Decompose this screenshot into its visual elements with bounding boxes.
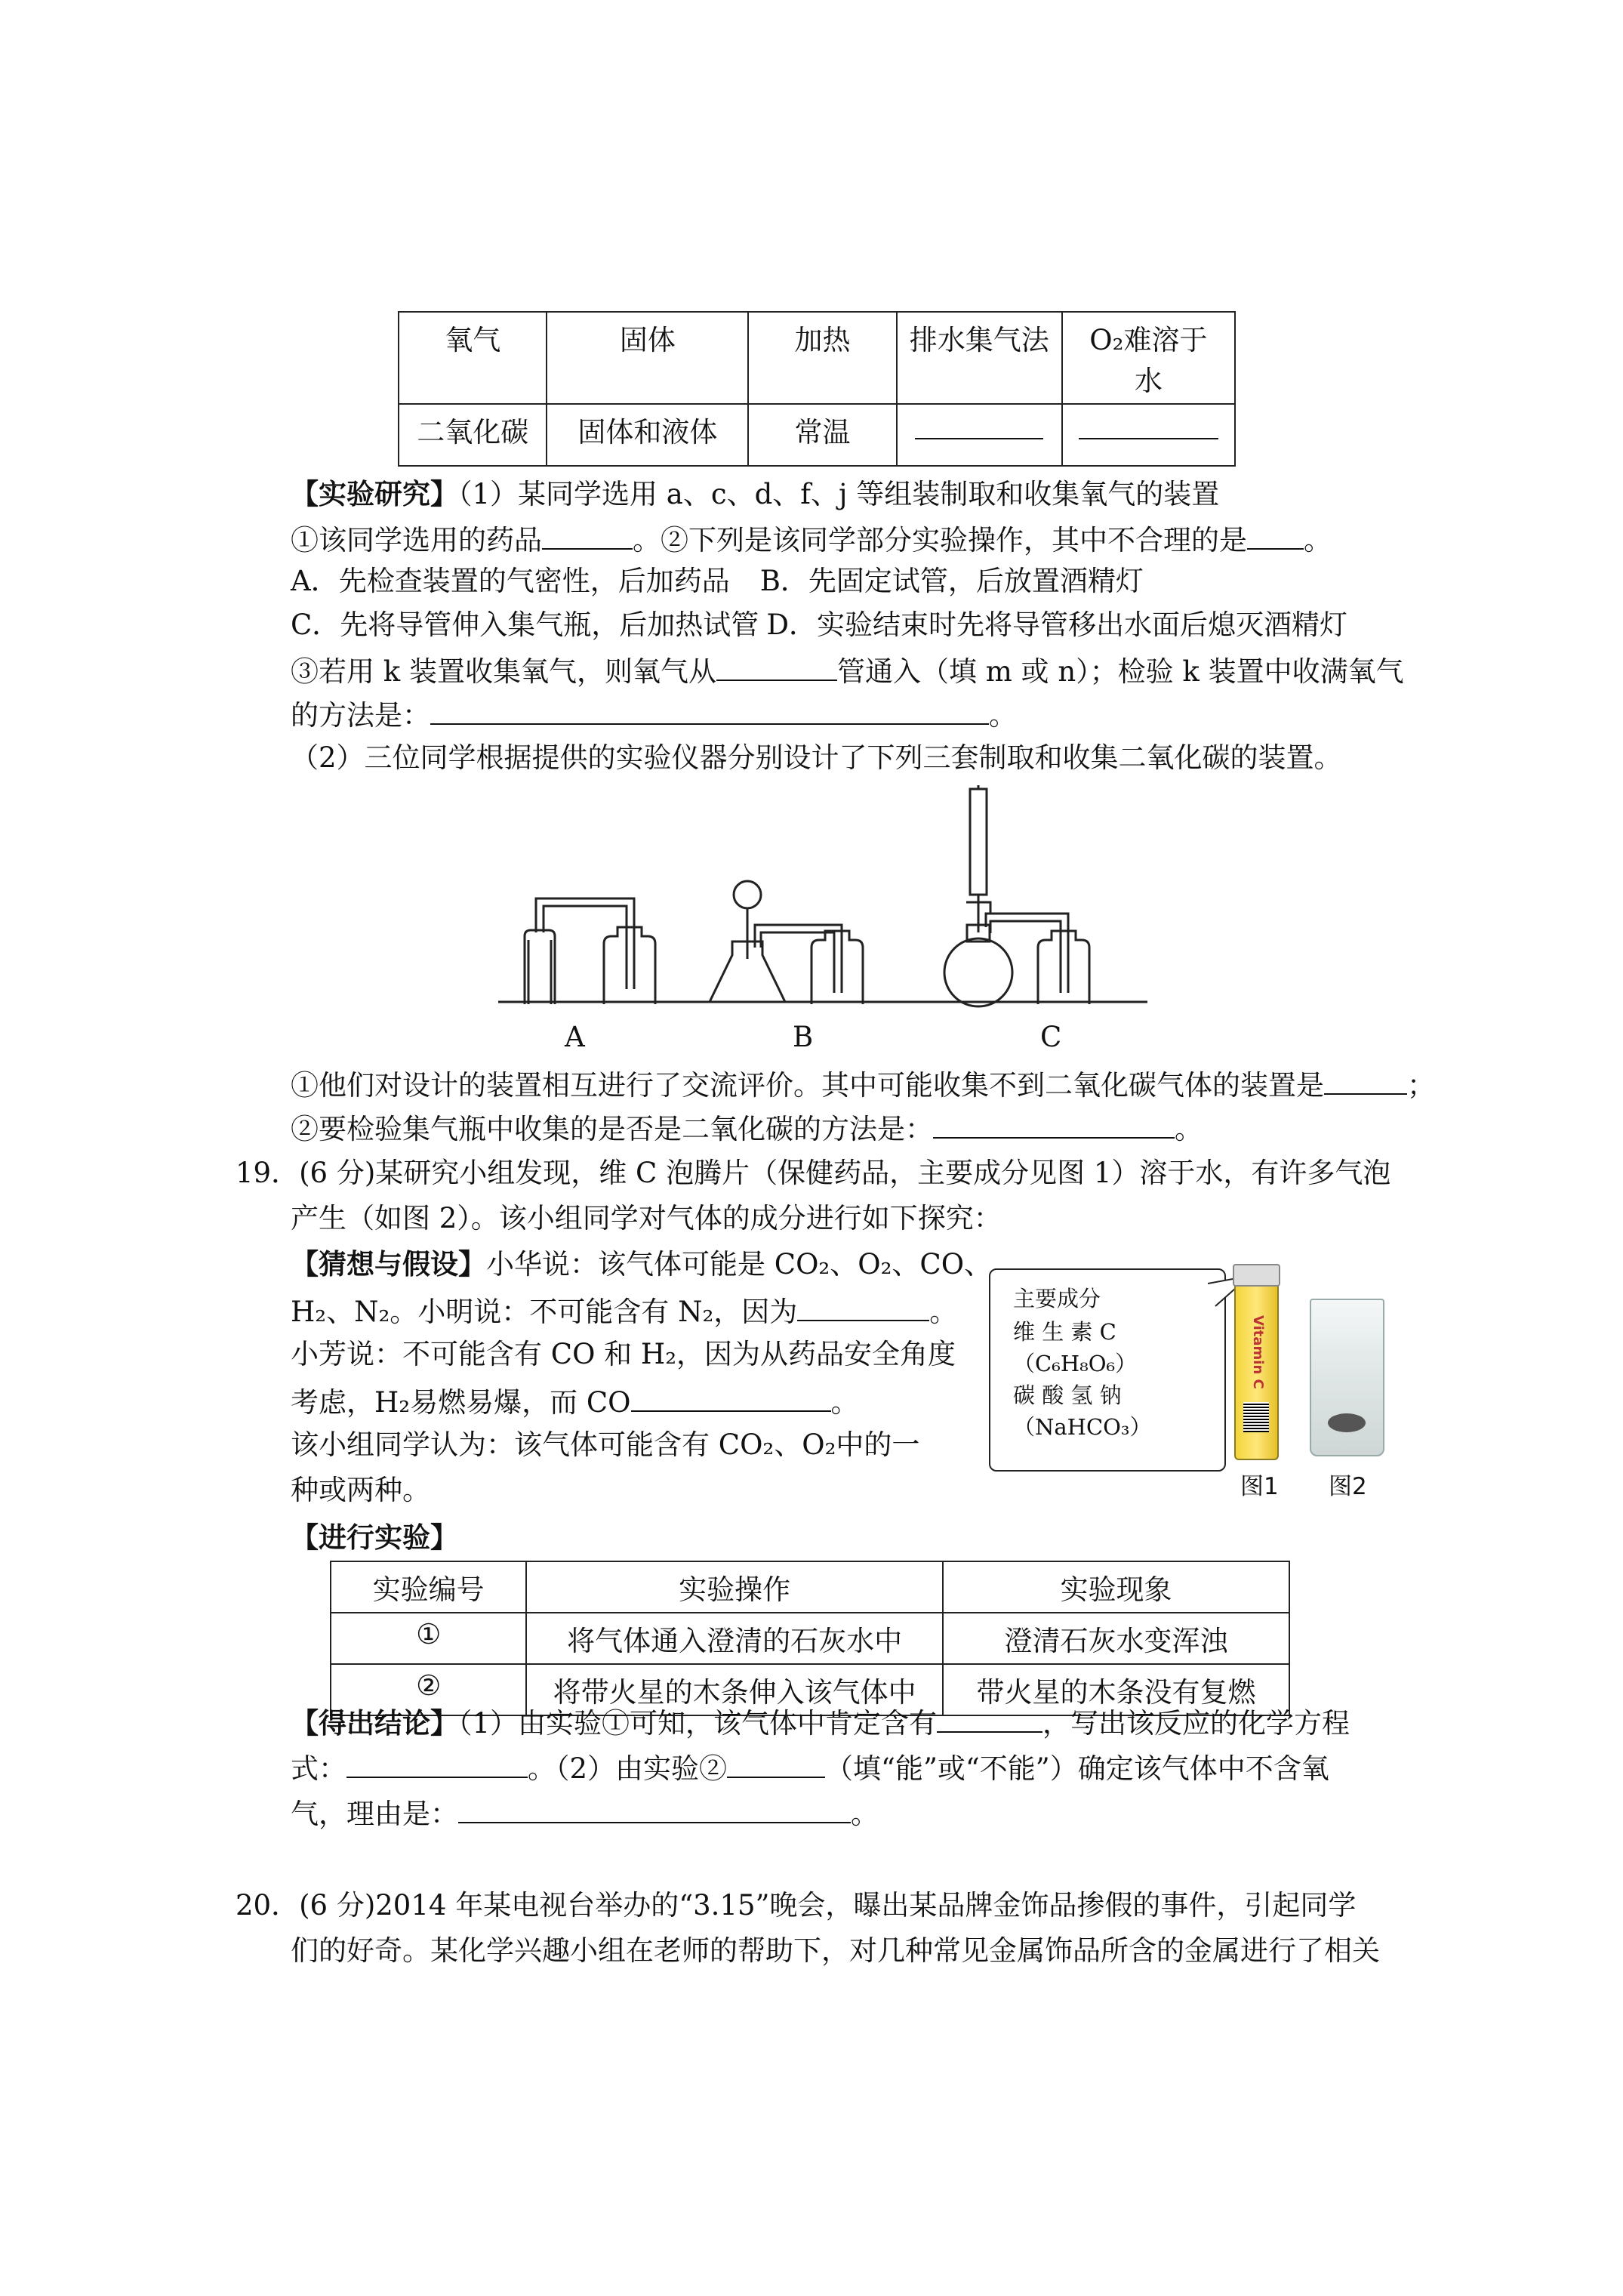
text: 。（2）由实验② bbox=[528, 1752, 728, 1785]
table-cell: 带火星的木条没有复燃 bbox=[943, 1664, 1289, 1715]
table-cell: 氧气 bbox=[399, 312, 547, 404]
text: 。 bbox=[830, 1386, 859, 1419]
option-c: C．先将导管伸入集气瓶，后加热试管 bbox=[291, 609, 759, 641]
options-line-1 bbox=[291, 563, 1144, 599]
text: 种或两种。 bbox=[291, 1474, 430, 1506]
answer-blank[interactable] bbox=[937, 1703, 1042, 1733]
table-row bbox=[399, 312, 1235, 404]
tablet-shape bbox=[1328, 1413, 1366, 1432]
table-cell bbox=[1062, 312, 1235, 404]
answer-blank[interactable] bbox=[458, 1793, 851, 1823]
figure-label-c: C bbox=[1040, 1021, 1062, 1053]
barcode bbox=[1243, 1402, 1269, 1432]
answer-blank[interactable] bbox=[1324, 1065, 1407, 1095]
text: 管通入（填 m 或 n）；检验 k 装置中收满氧气 bbox=[836, 655, 1404, 688]
text: （1）某同学选用 a、c、d、f、j 等组装制取和收集氧气的装置 bbox=[458, 478, 1220, 510]
text: （2）三位同学根据提供的实验仪器分别设计了下列三套制取和收集二氧化碳的装置。 bbox=[291, 741, 1342, 774]
answer-blank[interactable] bbox=[897, 404, 1062, 466]
table-cell: 澄清石灰水变浑浊 bbox=[943, 1613, 1289, 1664]
table-cell: 固体 bbox=[547, 312, 748, 404]
section-heading: 【实验研究】 bbox=[291, 477, 458, 510]
ingredient-line: 维 生 素 C bbox=[1013, 1319, 1116, 1345]
tube-label: Vitamin C bbox=[1250, 1315, 1266, 1389]
figure-label-a: A bbox=[565, 1021, 585, 1053]
text: ③若用 k 装置收集氧气，则氧气从 bbox=[291, 655, 716, 688]
answer-blank[interactable] bbox=[1062, 404, 1235, 466]
ingredients-title: 主要成分 bbox=[1013, 1286, 1101, 1311]
option-b: B．先固定试管，后放置酒精灯 bbox=[759, 565, 1144, 597]
section-heading: 【猜想与假设】 bbox=[291, 1247, 486, 1281]
hypothesis-line-3 bbox=[291, 1336, 956, 1373]
figure-2-label: 图2 bbox=[1329, 1473, 1367, 1500]
ingredient-line: （C₆H₈O₆） bbox=[1013, 1351, 1138, 1376]
question-number: 19． bbox=[236, 1157, 300, 1189]
text: ，写出该反应的化学方程 bbox=[1042, 1707, 1350, 1740]
ingredient-line: （NaHCO₃） bbox=[1013, 1414, 1152, 1440]
question-20-line-1 bbox=[236, 1888, 1356, 1924]
text: (6 分)某研究小组发现，维 C 泡腾片（保健药品，主要成分见图 1）溶于水，有许多气泡 bbox=[299, 1157, 1391, 1189]
options-line-2 bbox=[291, 607, 1347, 643]
conclusion-line-2 bbox=[291, 1748, 1329, 1787]
hypothesis-line-5 bbox=[291, 1427, 919, 1463]
co2-apparatus-figure bbox=[483, 785, 1178, 1057]
hypothesis-line-1 bbox=[291, 1246, 992, 1283]
text: ①该同学选用的药品 bbox=[291, 524, 542, 556]
table-header: 实验现象 bbox=[943, 1561, 1289, 1613]
text: 。 bbox=[851, 1798, 879, 1830]
table-cell: 将气体通入澄清的石灰水中 bbox=[526, 1613, 943, 1664]
hypothesis-line-4 bbox=[291, 1382, 859, 1421]
option-a: A．先检查装置的气密性，后加药品 bbox=[291, 565, 730, 597]
gas-preparation-table bbox=[398, 311, 1236, 467]
glass-image bbox=[1310, 1299, 1384, 1456]
table-cell: 将带火星的木条伸入该气体中 bbox=[526, 1664, 943, 1715]
answer-blank[interactable] bbox=[430, 695, 989, 725]
table-cell-text: O₂难溶于水 bbox=[1089, 324, 1208, 397]
research-line-2 bbox=[291, 519, 1332, 559]
text: 小芳说：不可能含有 CO 和 H₂，因为从药品安全角度 bbox=[291, 1338, 956, 1370]
table-cell: 排水集气法 bbox=[897, 312, 1062, 404]
table-cell: 二氧化碳 bbox=[399, 404, 547, 466]
answer-blank[interactable] bbox=[631, 1382, 831, 1412]
hypothesis-line-2 bbox=[291, 1291, 957, 1330]
text: 气，理由是： bbox=[291, 1798, 458, 1830]
table-cell: 常温 bbox=[748, 404, 896, 466]
figure-1-label: 图1 bbox=[1240, 1473, 1279, 1500]
answer-blank[interactable] bbox=[542, 519, 633, 550]
answer-blank[interactable] bbox=[933, 1108, 1175, 1139]
text: 。 bbox=[1304, 524, 1332, 556]
text: （1）由实验①可知，该气体中肯定含有 bbox=[458, 1707, 938, 1740]
research-line-6 bbox=[291, 695, 1017, 734]
table-cell: ① bbox=[331, 1613, 526, 1664]
question-19-line-1 bbox=[236, 1155, 1390, 1191]
experiment-table bbox=[330, 1561, 1290, 1716]
text: 。②下列是该同学部分实验操作，其中不合理的是 bbox=[633, 524, 1247, 556]
conclusion-line-1 bbox=[291, 1703, 1350, 1742]
question-20-line-2 bbox=[291, 1933, 1380, 1969]
figure-label-b: B bbox=[793, 1021, 814, 1053]
answer-blank[interactable] bbox=[346, 1748, 528, 1778]
text: 。 bbox=[929, 1296, 958, 1328]
answer-blank[interactable] bbox=[716, 651, 837, 681]
text: 式： bbox=[291, 1752, 346, 1785]
evaluation-line-1 bbox=[291, 1065, 1435, 1104]
text: 考虑，H₂易燃易爆，而 CO bbox=[291, 1386, 631, 1419]
text: 。 bbox=[1175, 1113, 1203, 1145]
table-row bbox=[331, 1613, 1289, 1664]
text: ②要检验集气瓶中收集的是否是二氧化碳的方法是： bbox=[291, 1113, 933, 1145]
text: 们的好奇。某化学兴趣小组在老师的帮助下，对几种常见金属饰品所含的金属进行了相关 bbox=[291, 1934, 1380, 1967]
section-heading: 【得出结论】 bbox=[291, 1706, 458, 1740]
text: 该小组同学认为：该气体可能含有 CO₂、O₂中的一 bbox=[291, 1428, 920, 1461]
section-heading: 【进行实验】 bbox=[291, 1521, 458, 1554]
table-cell: 加热 bbox=[748, 312, 896, 404]
text: （填“能”或“不能”）确定该气体中不含氧 bbox=[825, 1752, 1329, 1785]
ingredient-line: 碳 酸 氢 钠 bbox=[1013, 1382, 1122, 1408]
answer-blank[interactable] bbox=[797, 1291, 929, 1321]
text: 。 bbox=[989, 699, 1017, 732]
table-row bbox=[399, 404, 1235, 466]
hypothesis-line-6 bbox=[291, 1472, 430, 1509]
table-cell: ② bbox=[331, 1664, 526, 1715]
table-header: 实验编号 bbox=[331, 1561, 526, 1613]
text: ； bbox=[1407, 1069, 1435, 1102]
answer-blank[interactable] bbox=[1247, 519, 1304, 550]
conclusion-line-3 bbox=[291, 1793, 879, 1832]
text: 产生（如图 2）。该小组同学对气体的成分进行如下探究： bbox=[291, 1202, 1002, 1234]
ingredients-box bbox=[989, 1268, 1226, 1472]
question-19-line-2 bbox=[291, 1200, 1002, 1237]
evaluation-line-2 bbox=[291, 1108, 1203, 1148]
tube-cap bbox=[1233, 1264, 1280, 1287]
research-line-5 bbox=[291, 651, 1404, 690]
question-number: 20． bbox=[236, 1889, 300, 1922]
table-header-row bbox=[331, 1561, 1289, 1613]
table-cell: 固体和液体 bbox=[547, 404, 748, 466]
vitamin-tube-image bbox=[1234, 1268, 1279, 1460]
text: ①他们对设计的装置相互进行了交流评价。其中可能收集不到二氧化碳气体的装置是 bbox=[291, 1069, 1324, 1102]
text: H₂、N₂。小明说：不可能含有 N₂，因为 bbox=[291, 1296, 798, 1328]
table-header: 实验操作 bbox=[526, 1561, 943, 1613]
text: 小华说：该气体可能是 CO₂、O₂、CO、 bbox=[486, 1248, 993, 1281]
option-d: D．实验结束时先将导管移出水面后熄灭酒精灯 bbox=[766, 609, 1347, 641]
research-line-7 bbox=[291, 740, 1342, 776]
text: 的方法是： bbox=[291, 699, 430, 732]
text: (6 分)2014 年某电视台举办的“3.15”晚会，曝出某品牌金饰品掺假的事件，引起同学 bbox=[299, 1889, 1357, 1922]
research-line-1 bbox=[291, 476, 1219, 513]
answer-blank[interactable] bbox=[727, 1748, 825, 1778]
